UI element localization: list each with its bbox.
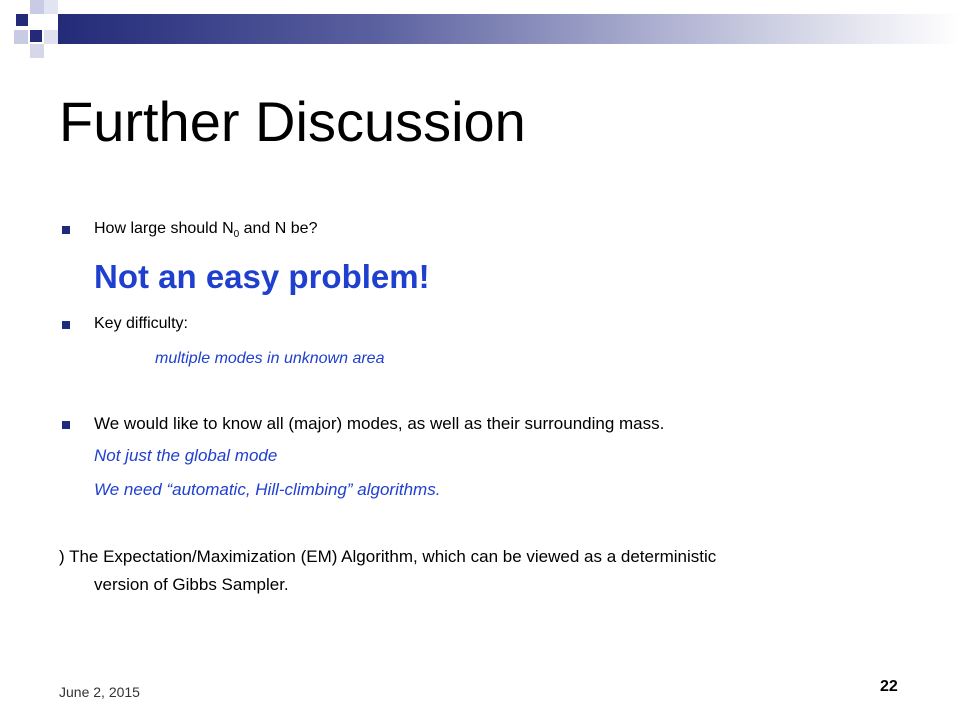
deco-square-navy-2 [30, 30, 42, 42]
slide-title: Further Discussion [59, 90, 526, 153]
page-number: 22 [880, 678, 898, 695]
header-gradient-band [58, 14, 960, 44]
bullet-1-text-b: and N be? [239, 220, 318, 237]
bullet-marker-3 [62, 421, 70, 429]
footer-date: June 2, 2015 [59, 684, 140, 700]
deco-square-light-5 [30, 44, 44, 58]
bullet-2: Key difficulty: [94, 315, 188, 332]
deco-square-light-4 [44, 30, 58, 44]
deco-square-light-3 [14, 30, 28, 44]
header-decoration [0, 0, 960, 60]
emphasis-text: Not an easy problem! [94, 258, 430, 295]
conclusion-line-1: ) The Expectation/Maximization (EM) Algorithm, which can be viewed as a deterministic [59, 547, 717, 566]
bullet-3-note-2: We need “automatic, Hill-climbing” algorithms. [94, 480, 441, 499]
bullet-1 [94, 218, 317, 246]
bullet-2-detail: multiple modes in unknown area [155, 350, 385, 367]
conclusion-line-2: version of Gibbs Sampler. [94, 575, 289, 594]
deco-square-navy-1 [16, 14, 28, 26]
bullet-1-text-a: How large should N [94, 220, 234, 237]
deco-square-light-1 [30, 0, 44, 14]
bullet-1-subscript: 0 [233, 229, 240, 241]
bullet-marker-1 [62, 226, 70, 234]
deco-square-light-2 [44, 0, 58, 14]
bullet-3: We would like to know all (major) modes, as well as their surrounding mass. [94, 414, 665, 433]
bullet-marker-2 [62, 321, 70, 329]
bullet-3-note-1: Not just the global mode [94, 446, 278, 465]
